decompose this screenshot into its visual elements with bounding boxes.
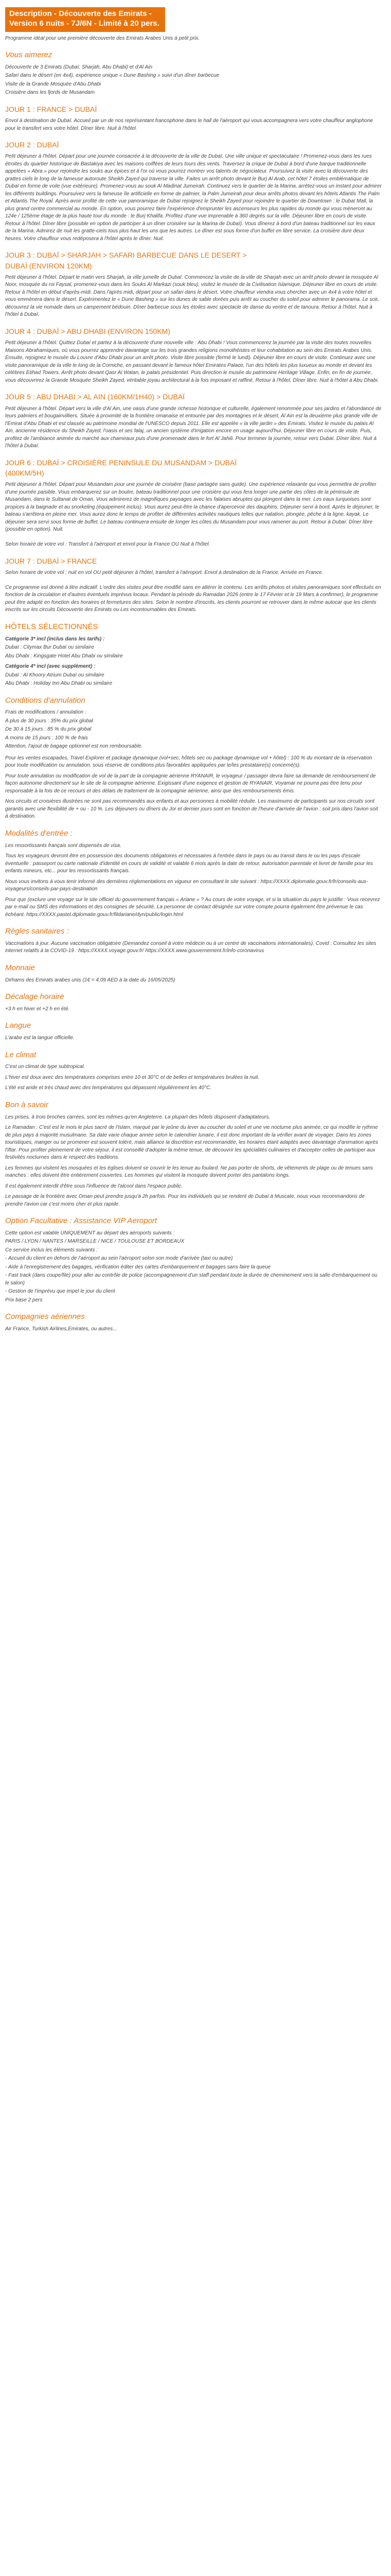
- savoir-text-2: Le Ramadan : C'est est le mois le plus sacré de l'Islam, marqué par le jeûne du lever au coucher du soleil et une vie nocturne plus animée, ce qui modifie le rythme de plus pays à majorité musulmane. Sa date varie chaque année selon le calendrier lunaire, il est donc important de la vérifier avant de voyager. Dans les zones touristiques, manger ou se promener est souvent toléré, mais alliance la discrétion est recommandée, les horaires étant adaptés avec davantage d'animation après l'iftar. Pour profiter pleinement de votre séjour, il est conseillé d'adopter la même tenue, de découvrir les spécialités culinaires et d'accepter celles de participer aux festivités nocturnes dans le respect des traditions.: [5, 1125, 378, 1161]
- list-item: Dubaï : Citymax Bur Dubaï ou similaire: [5, 645, 94, 651]
- assistance-list: [5, 1230, 382, 1304]
- list-item: A plus de 30 jours : 35% du prix global: [5, 718, 93, 724]
- day-6-text: Petit déjeuner à l'hôtel. Départ pour Musandam pour une journée de croisière (base partagée sans guide). Une expérience relaxante qui vous permettra de profiter d'une journée paisible. Vous embarquerez sur un boutre, bateau traditionnel pour une croisière qui vous fera longer une partie des côtes de la péninsule de Musandam, dans le Sultanat de Oman. Vous admirerez de magnifiques paysages avec les falaises abruptes qui plongent dans la mer. Les eaux turquoises sont propices à la baignade et au snorkeling (équipement inclus). Vous aurez peut-être la chance d'apercevoir des dauphins. Déjeuner servi à bord. Après le déjeuner, le bateau s'arrêtera en pleine mer. Vous aurez donc le temps de profiter de différentes activités nautiques telles que natation, plongée, pêche à la ligne, kayak. Le déjeuner sera servi sous forme de buffet. Le bateau continuera ensuite de longer les côtes du Musandam pour vous ramener au port. Retour à Dubaï. Dîner libre (possible en option). Nuit. Selon horaire de votre vol : Transfert à l'aéroport et envol pour la France OU Nuit à l'hôtel.: [5, 482, 379, 548]
- compagnies-text: Air France, Turkish Airlines,Emirates, ou autres...: [5, 1326, 117, 1332]
- hotels-cat4-list: [5, 672, 382, 688]
- climat-title: Le climat: [5, 1050, 37, 1059]
- modalites-text-4: Pour que (exclure une voyage sur le site officiel du gouvernement français « Ariane » ? Au cours de votre voyage, et si la situation du pays le justifie : Vous recevrez par e-mail ou SMS des informations et des consignes de sécurité. La personne de contact désignée sur votre compte pourra également être prévenue le cas échéant. https://XXXX.pastel.diplomatie.gouv.fr/fildariane/dyn/public/login.html: [5, 896, 380, 918]
- monnaie-text: Dirhams des Emirats arabes unis (1€ = 4.09 AED à la date du 16/05/2025): [5, 977, 175, 983]
- list-item: Abu Dhabi : Holiday Inn Abu Dhabi ou similaire: [5, 681, 112, 687]
- modalites-text-1: Les ressortissants français sont dispensés de visa.: [5, 842, 122, 849]
- page-title-banner: Description - Découverte des Emirats - Version 6 nuits - 7J/6N - Limité à 20 pers.: [5, 7, 165, 32]
- day-2-title: JOUR 2 : DUBAÏ: [5, 141, 59, 149]
- savoir-title: Bon à savoir: [5, 1100, 48, 1109]
- day-3-text: Petit déjeuner à l'hôtel. Départ le matin vers Sharjah, la ville jumelle de Dubaï. Commencez la visite de la ville de Sharjah avec un arrêt photo devant la mosquée Al Noor, mosquée du roi Faysal, promenez-vous dans les Souks Al Markazi (souk bleu), visitez le musée de la Civilisation Islamique. Déjeuner libre en cours de visite. Retour à l'hôtel en début d'après-midi. Dans l'après midi, départ pour un safari dans le désert. Votre chauffeur viendra vous chercher avec un 4x4 à votre hôtel et vous emmènera dans le désert. Expérimentez le « Dune Bashing » sur les dunes de sable dorées puis arrêt au coucher du soleil pour admirer le panorama. Le soir, découvrez la vie nomade dans un campement bédouin. Dîner barbecue sous les étoiles avec spectacle de danse du ventre et de tanoura. Retour à l'hôtel. Nuit à l'hôtel à Dubaï.: [5, 274, 379, 318]
- list-item: - Fast track (dans coupe/file) pour aller au contrôle de police (accompagnement d'un staff pendant toute la durée de cheminement vers la salle d'embarquement ou le salon): [5, 1273, 378, 1286]
- modalites-text-2: Tous les voyageurs devront être en possession des documents obligatoires et nécessaires à l'entrée dans le pays ou au transit dans le ou les pays d'escale éventuelle : passeport ou carte nationale d'identité en cours de validité et valable 6 mois après la date de retour, autorisation parentale et livret de famille pour les enfants mineurs, etc... pour les ressortissants français.: [5, 853, 373, 874]
- savoir-text-1: Les prises, à trois broches carrées, sont les mêmes qu'en Angleterre. La plupart des hôtels disposent d'adaptateurs.: [5, 1114, 270, 1120]
- savoir-text-5: Le passage de la frontière avec Oman peut prendre jusqu'à 2h parfois. Pour les individuels qui se rendent de Dubaï à Muscate, nous vous recommandons de prendre l'avion car c'est moins cher et plus rapide.: [5, 1194, 365, 1207]
- list-item: - Gestion de l'imprévu que impel le jour du client: [5, 1289, 116, 1295]
- decalage-text: +3 h en hiver et +2 h en été.: [5, 1006, 70, 1012]
- langue-title: Langue: [5, 1021, 31, 1030]
- list-item: Cette option est valable UNIQUEMENT au départ des aéroports suivants :: [5, 1230, 175, 1236]
- hotels-cat3-label: Catégorie 3* incl (inclus dans les tarifs) :: [5, 636, 105, 642]
- list-item: - Accueil du client en dehors de l'aéroport au sein l'aéroport selon son mode d'arrivée (taxi ou autre): [5, 1256, 233, 1262]
- list-item: Croisière dans les fjords de Musandam: [5, 90, 95, 96]
- day-6-title: JOUR 6 : DUBAÏ > CROISIÈRE PENINSULE DU MUSANDAM > DUBAÏ (400KM/5H): [5, 458, 237, 477]
- conditions-text-1: Pour les ventes escapades, Travel Explorer et package dynamique (vol+sec, hôtels sec ou package dynamique vol + hôtel) : 100 % du montant de la réservation pour toute modification ou annulation, sous réserve de conditions plus favorables appliquées par le/les prestataire(s) concerné(s).: [5, 755, 372, 769]
- langue-text: L'arabe est la langue officielle.: [5, 1035, 75, 1041]
- day-3-title: JOUR 3 : DUBAÏ > SHARJAH > SAFARI BARBECUE DANS LE DESERT > DUBAÏ (ENVIRON 120KM): [5, 251, 247, 270]
- list-item: Ce service inclus les éléments suivants :: [5, 1247, 98, 1253]
- vous-aimerez-list: [5, 64, 382, 97]
- decalage-title: Décalage horaire: [5, 992, 64, 1002]
- hotels-cat4-label: Catégorie 4* incl (avec supplément) :: [5, 664, 96, 670]
- intro-text: Programme idéal pour une première découverte des Emirats Arabes Unis à petit prix.: [5, 35, 200, 41]
- day-7-text: Selon horaire de votre vol : nuit en vol OU petit déjeuner à l'hôtel, transfert à l'aéroport. Envol à destination de la France. Arrivée en France. Ce programme est donné à titre indicatif. L'ordre des visites peut être modifié sans en altérer le contenu. Les arrêts photos et visites panoramiques sont effectués en fonction de la circulation et d'autres éventuels imprévus locaux. Pendant la période du Ramadan 2026 (entre le 17 Février et le 19 Mars à confirmer), le programme peut être adapté en fonction des horaires et fermetures des sites. Selon le nombre d'inscrits, les clients pourront se retrouver dans le même autocar que les clients inscrits sur les circuits Découverte des Emirats ou Les incontournables des Emirats.: [5, 569, 381, 613]
- day-5-text: Petit déjeuner à l'hôtel. Départ vers la ville d'Al Ain, une oasis d'une grande richesse historique et culturelle, également renommée pour ses jardins et l'abondance de leurs palmiers et bougainvilliers. Située à proximité de la frontière omanaise et entourée par des montagnes et le désert, Al Ain est la deuxième plus grande ville de l'Emirat d'Abu Dhabi et est classée au patrimoine mondial de l'UNESCO depuis 2011. Elle est appelée « la ville jardin » des Emirats. Visitez le musée du palais Al Ain, ancienne résidence du Sheikh Zayed, l'oasis et ses falaj, un ancien système d'irrigation encore en usage aujourd'hui. Déjeuner libre en cours de visite. Puis, profitez de l'ambiance animée du marché aux chameaux puis d'une promenade dans le fort Al Jahili. Pour terminer la journée, retour vers Dubaï. Dîner libre. Nuit à l'hôtel à Dubaï.: [5, 405, 382, 449]
- hotels-title: HÔTELS SÉLECTIONNÉS: [5, 622, 99, 631]
- list-item: Abu Dhabi : Kingsgate Hotel Abu Dhabi ou similaire: [5, 653, 123, 659]
- day-5-title: JOUR 5 : ABU DHABI > AL AIN (160KM/1H40) > DUBAÏ: [5, 393, 185, 401]
- assistance-title: Option Facultative : Assistance VIP Aeroport: [5, 1216, 157, 1226]
- savoir-text-4: Il est également interdit d'être sous l'influence de l'alcool dans l'espace public.: [5, 1183, 183, 1189]
- day-1-title: JOUR 1 : FRANCE > DUBAÏ: [5, 105, 97, 113]
- climat-text-2: L'hiver est doux avec des températures comprises entre 10 et 30°C et de belles et températures brulées la nuit.: [5, 1074, 259, 1080]
- conditions-text-3: Nos circuits et croisières illustrées ne sont pas recommandés aux enfants et aux personnes à mobilité réduite. Les maximums de participants sur nos circuits sont garantis avec une flexibilité de + ou - 10 %. Les déjeuners ou dîners du Jor et dernier jours sont en fonction de l'heure d'arrivée de l'avion : soit pris dans l'avion soit à destination.: [5, 799, 378, 820]
- climat-text-1: C'est un climat de type subtropical.: [5, 1064, 85, 1070]
- list-item: Visite de la Grande Mosquée d'Abu Dhabi: [5, 81, 101, 87]
- sanitaires-text-1: Vaccinations à jour. Aucune vaccination obligatoire (Demandez conseil à votre médecin ou à un centre de vaccinations internationales). Covid : Consultez les sites internet relatifs à la COVID-19 : https://XXXX.voyage.gouv.fr/ https://XXXX.www.gouvernement.fr/info-coronavirus: [5, 940, 377, 954]
- hotels-cat3-list: [5, 644, 382, 660]
- list-item: Dubaï : Al Khoory Atrium Dubaï ou similaire: [5, 672, 105, 678]
- day-1-text: Envol à destination de Dubaï. Accueil par un de nos représentant francophone dans le hall de l'aéroport qui vous accompagnera vers votre chauffeur anglophone pour le transfert vers votre hôtel. Dîner libre. Nuit à l'hôtel.: [5, 118, 373, 131]
- savoir-text-3: Les femmes qui visitent les mosquées et les églises doivent se couvrir le les tenue au foulard. Ne pas porter de shorts, de vêtements de plage ou de tenues sans manches : elles doivent être entièrement couvertes. Les hommes qui visitent la mosquée doivent porter des pantalons longs.: [5, 1165, 373, 1179]
- list-item: De 30 à 15 jours : 85 % du prix global: [5, 726, 91, 733]
- list-item: Safari dans le désert (en 4x4), expérience unique « Dune Bashing » suivi d'un dîner barbecue: [5, 73, 219, 79]
- day-4-text: Petit déjeuner à l'hôtel. Quittez Dubaï et partez à la découverte d'une nouvelle ville : Abu Dhabi ! Vous commencerez la journée par la visite des toutes nouvelles Maisons Abrahamiques, où vous pourrez apprendre davantage sur les trois grandes religions monothéistes et leur cohabitation au sein des Emirats Arabes Unis. Ensuite, rejoignez le musée du Louvre d'Abu Dhabi pour un arrêt photo. Visite libre possible (fermé le lundi). Déjeuner libre en cours de visite. Continuez avec une visite panoramique de la ville le long de la Corniche, en passant devant le fameux hôtel Emirates Palace, l'un des hôtels les plus luxueux au monde et devant les célèbres Etihad Towers. Arrêt photo devant Qasr Al Watan, le palais présidentiel. Puis direction le musée du patrimoine Heritage Village. Enfin, en fin de journée, vous découvrirez la Grande Mosquée Sheikh Zayed, véritable joyau architectural à la fois imposant et raffiné. Retour à l'hôtel. Dîner libre. Nuit à l'hôtel à Abu Dhabi.: [5, 340, 379, 383]
- day-4-title: JOUR 4 : DUBAÏ > ABU DHABI (ENVIRON 150KM): [5, 327, 171, 335]
- list-item: Prix base 2 pers: [5, 1297, 43, 1303]
- modalites-text-3: Nous vous invitons à vous tenir informé des dernières réglementations en vigueur en consultant le site suivant : https://XXXX.diplomatie.gouv.fr/fr/conseils-aux-voyageurs/conseils-par-pays-destination: [5, 878, 368, 892]
- list-item: A moins de 15 jours : 100 % de frais: [5, 735, 88, 741]
- monnaie-title: Monnaie: [5, 963, 35, 972]
- list-item: - Aide à l'enregistrement des bagages, vérification éditer des cartes d'embarquement et bagages sans faire la queue: [5, 1264, 271, 1270]
- conditions-title: Conditions d'annulation: [5, 696, 86, 705]
- climat-text-3: L'été est aride et très chaud avec des températures qui dépassent régulièrement les 40°C.: [5, 1085, 212, 1091]
- list-item: Frais de modifications / annulation :: [5, 709, 87, 716]
- sanitaires-title: Règles sanitaires :: [5, 927, 69, 936]
- day-2-text: Petit déjeuner à l'hôtel. Départ pour une journée consacrée à la découverte de la ville de Dubaï. Une ville unique et spectaculaire ! Promenez-vous dans les rues étroites du quartier historique de Bastakiya avec les maisons coiffées de leurs tours des vents. Traversez la crique de Dubaï à bord d'une barque traditionnelle appelées « Abra » pour rejoindre les souks aux épices et à l'or où vous pourrez montrer vos talents de négociateur. Poursuivez la visite avec la découverte des grattes ciels le long de la fameuse autoroute Sheikh Zayed qui traverse la ville. Faites un arrêt photo devant le Burj Al Arab, cet hôtel 7 étoiles emblématique de Dubaï en forme de voile (vue extérieure). Promenez-vous au souk Al Madinat Jumeirah. Continuez vers le quartier de la Marina, arrêtez-vous un instant pour admirer les différents buildings. Poursuivez vers la fameuse île artificielle en forme de palmier, la Palm Jumeirah pour deux arrêts photos devant les hôtels Atlantis The Palm et Atlantis The Royal. Après avoir profité de cette vue panoramique de Dubaï rejoignez le Sheikh Zayed pour rejoindre le quartier de Downtown : le Dubaï Mall, la plus grand centre commercial au monde. En option, vous pourrez faire l'expérience d'emprunter les ascenseurs les plus rapides du monde qui vous mèneront au 124e / 125ème étage de la plus haute tour du monde : le Burj Khalifa. Profitez d'une vue imprenable à 360 degrés sur la ville. Déjeuner libre en cours de visite. Retour à l'hôtel. Dîner libre (possible en option de participer à un dîner croisière sur la Marina de Dubaï). Vous dînerez à bord d'un bateau traditionnel sur les eaux de la Marina. Admirez de nuit les gratte-ciels tous plus haut les uns que les autres. Le dîner est sous forme d'un buffet en libre service. La croisière dure deux heures. Votre chauffeur vous redéposera à l'hôtel après le dîner. Nuit.: [5, 154, 382, 242]
- day-7-title: JOUR 7 : DUBAÏ > FRANCE: [5, 556, 97, 565]
- vous-aimerez-title: Vous aimerez: [5, 50, 53, 59]
- conditions-text-2: Pour toute annulation ou modification de vol de la part de la compagnie aérienne RYANAIR, le voyageur / passager devra faire sa demande de remboursement de façon autonome directement sur le site de la compagnie aérienne. Exigissant d'une exigence et gestion de RYANAIR, Voyamar ne pourra pas être tenu pour responsable à la fois de ce recours et des délais de traitement de la compagnie aérienne, ainsi que des remboursements émis.: [5, 773, 376, 794]
- modalites-title: Modalités d'entrée :: [5, 828, 73, 838]
- list-item: PARIS / LYON / NANTES / MARSEILLE / NICE / TOULOUSE ET BORDEAUX: [5, 1239, 185, 1245]
- compagnies-title: Compagnies aériennes: [5, 1312, 85, 1321]
- list-item: Découverte de 3 Emirats (Dubaï, Sharjah, Abu Dhabi) et d'Al Ain: [5, 64, 153, 70]
- list-item: Attention, l'ajout de bagage optionnel est non remboursable.: [5, 743, 143, 750]
- conditions-list: [5, 709, 382, 751]
